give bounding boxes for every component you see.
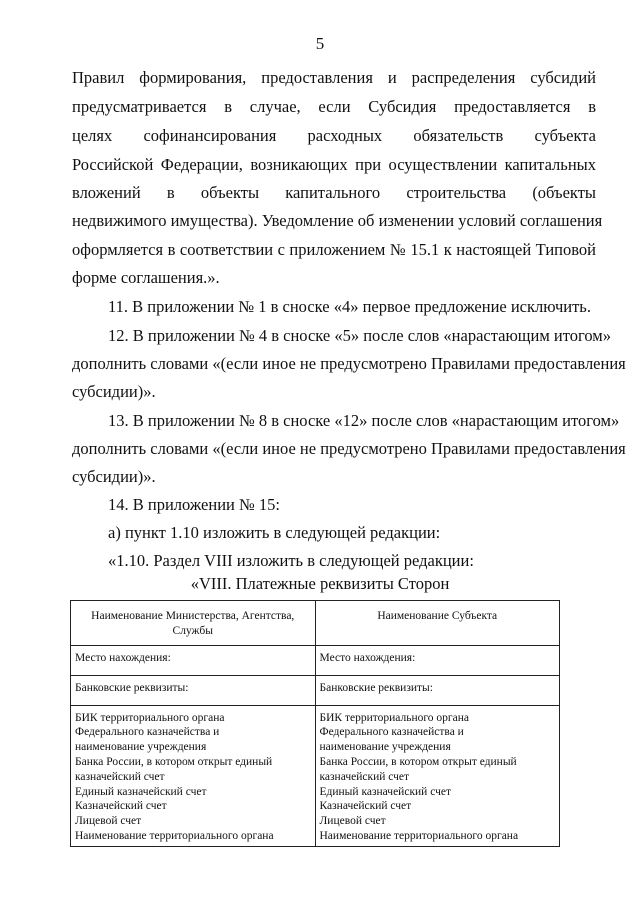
detail-line: Единый казначейский счет — [75, 785, 207, 798]
detail-line: казначейский счет — [75, 770, 165, 783]
paragraph-line: целях софинансирования расходных обязательств субъекта — [72, 126, 596, 145]
paragraph-line: Российской Федерации, возникающих при осуществлении капитальных — [72, 155, 596, 174]
detail-line: Казначейский счет — [319, 800, 412, 813]
paragraph-line: вложений в объекты капитального строительства (объекты — [72, 183, 596, 202]
left-location-label: Место нахождения: — [71, 645, 316, 675]
detail-line: Наименование территориального органа — [75, 829, 274, 842]
table-row — [71, 645, 560, 675]
item-13-line: 13. В приложении № 8 в сноске «12» после слов «нарастающим итогом» — [108, 411, 620, 430]
paragraph-line: недвижимого имущества). Уведомление об изменении условий соглашения — [72, 211, 603, 230]
page-number: 5 — [315, 34, 325, 53]
detail-line: Банка России, в котором открыт единый — [75, 755, 273, 768]
right-bank-details — [315, 705, 560, 846]
detail-line: наименование учреждения — [75, 741, 207, 754]
right-location-label: Место нахождения: — [315, 645, 560, 675]
right-bank-label: Банковские реквизиты: — [315, 675, 560, 705]
detail-line: Федерального казначейства и — [319, 726, 464, 739]
left-party-header: Наименование Министерства, Агентства, Службы — [71, 601, 316, 646]
paragraph-line: Правил формирования, предоставления и распределения субсидий — [72, 68, 596, 87]
detail-line: Федерального казначейства и — [75, 726, 220, 739]
detail-line: БИК территориального органа — [319, 711, 469, 724]
detail-line: Лицевой счет — [319, 815, 386, 828]
detail-line: Лицевой счет — [75, 815, 142, 828]
left-bank-label: Банковские реквизиты: — [71, 675, 316, 705]
table-row — [71, 601, 560, 646]
item-12-line: субсидии)». — [72, 382, 156, 401]
right-party-header: Наименование Субъекта — [315, 601, 560, 646]
paragraph-line: форме соглашения.». — [72, 268, 220, 287]
paragraph-line: оформляется в соответствии с приложением № 15.1 к настоящей Типовой — [72, 240, 596, 259]
detail-line: БИК территориального органа — [75, 711, 225, 724]
item-13-line: дополнить словами «(если иное не предусмотрено Правилами предоставления — [72, 439, 626, 458]
item-14: 14. В приложении № 15: — [108, 495, 280, 514]
detail-line: наименование учреждения — [319, 741, 451, 754]
paragraph-line: предусматривается в случае, если Субсидия предоставляется в — [72, 97, 596, 116]
left-bank-details — [71, 705, 316, 846]
section-heading: «VIII. Платежные реквизиты Сторон — [190, 574, 450, 593]
item-14a: а) пункт 1.10 изложить в следующей редакции: — [108, 523, 441, 542]
item-11: 11. В приложении № 1 в сноске «4» первое предложение исключить. — [108, 297, 591, 316]
detail-line: Банка России, в котором открыт единый — [319, 755, 517, 768]
item-13-line: субсидии)». — [72, 467, 156, 486]
item-1-10: «1.10. Раздел VIII изложить в следующей редакции: — [108, 551, 474, 570]
item-12-line: дополнить словами «(если иное не предусмотрено Правилами предоставления — [72, 354, 626, 373]
payment-details-table — [70, 600, 560, 847]
table-row — [71, 705, 560, 846]
item-12-line: 12. В приложении № 4 в сноске «5» после слов «нарастающим итогом» — [108, 326, 611, 345]
table-row — [71, 675, 560, 705]
detail-line: Наименование территориального органа — [319, 829, 519, 842]
detail-line: Казначейский счет — [75, 800, 167, 813]
detail-line: казначейский счет — [319, 770, 410, 783]
detail-line: Единый казначейский счет — [319, 785, 452, 798]
